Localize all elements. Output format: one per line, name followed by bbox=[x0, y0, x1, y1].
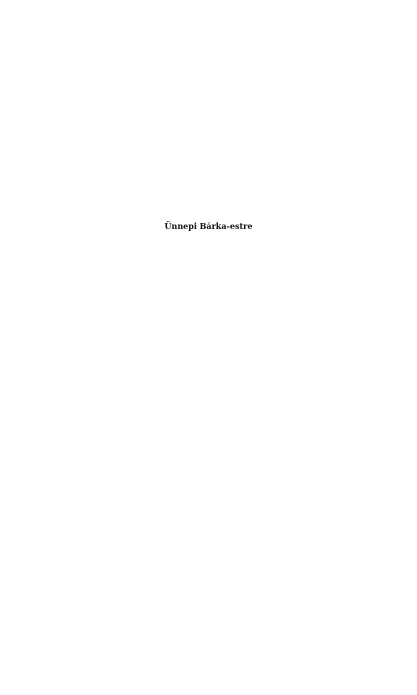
event-title: Ünnepi Bárka-estre bbox=[164, 221, 253, 231]
